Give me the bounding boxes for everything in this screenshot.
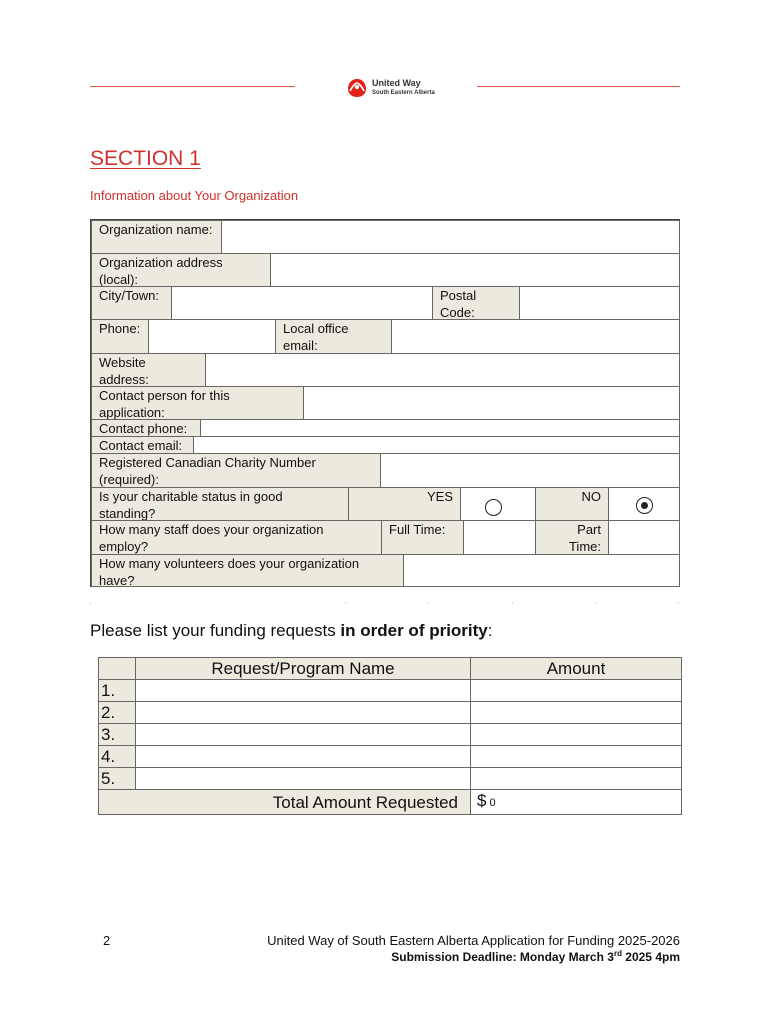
row-number: 4. xyxy=(99,746,136,768)
contact-phone-field[interactable] xyxy=(200,419,680,437)
table-row xyxy=(99,724,682,746)
row-number: 1. xyxy=(99,680,136,702)
website-label: Website address: xyxy=(91,353,206,387)
postal-code-field[interactable] xyxy=(519,286,680,320)
row-number: 5. xyxy=(99,768,136,790)
no-radio[interactable] xyxy=(636,497,653,514)
charity-number-field[interactable] xyxy=(380,453,680,488)
volunteers-field[interactable] xyxy=(403,554,680,587)
organization-form xyxy=(90,219,680,587)
table-row xyxy=(99,746,682,768)
part-time-label: Part Time: xyxy=(535,520,609,555)
volunteers-label: How many volunteers does your organization have? xyxy=(91,554,404,587)
amount-field[interactable] xyxy=(471,680,682,702)
request-name-field[interactable] xyxy=(136,768,471,790)
amount-field[interactable] xyxy=(471,746,682,768)
website-field[interactable] xyxy=(205,353,680,387)
city-label: City/Town: xyxy=(91,286,172,320)
phone-label: Phone: xyxy=(91,319,149,354)
funding-heading-colon: : xyxy=(487,621,493,640)
amount-field[interactable] xyxy=(471,724,682,746)
submission-deadline xyxy=(391,949,680,964)
table-row xyxy=(99,768,682,790)
total-amount-value: 0 xyxy=(489,797,496,809)
divider-tick: ' xyxy=(345,603,347,609)
amount-field[interactable] xyxy=(471,702,682,724)
deadline-time: 2025 4pm xyxy=(621,950,680,964)
row-number: 3. xyxy=(99,724,136,746)
header-number-cell xyxy=(99,658,136,680)
full-time-field[interactable] xyxy=(463,520,536,555)
deadline-ordinal: rd xyxy=(613,949,622,958)
section-title: SECTION 1 xyxy=(90,147,201,170)
org-address-label: Organization address (local): xyxy=(91,253,271,287)
row-number: 2. xyxy=(99,702,136,724)
contact-phone-label: Contact phone: xyxy=(91,419,201,437)
header-rule-right xyxy=(477,86,680,87)
contact-email-field[interactable] xyxy=(193,436,680,454)
divider-tick: ' xyxy=(512,603,514,609)
divider-tick: ' xyxy=(90,603,92,609)
section-subtitle: Information about Your Organization xyxy=(90,188,299,203)
org-name-field[interactable] xyxy=(221,220,680,254)
logo-text-primary: United Way xyxy=(372,78,421,88)
divider-tick: ' xyxy=(678,603,680,609)
united-way-logo-icon xyxy=(346,76,368,100)
total-row xyxy=(99,790,682,815)
funding-heading-emphasis: in order of priority xyxy=(340,621,488,640)
amount-field[interactable] xyxy=(471,768,682,790)
good-standing-no-cell xyxy=(608,487,680,521)
good-standing-yes-cell xyxy=(460,487,536,521)
divider-tick: ' xyxy=(596,603,598,609)
full-time-label: Full Time: xyxy=(381,520,464,555)
divider-tick: ' xyxy=(428,603,430,609)
good-standing-yes-label: YES xyxy=(348,487,461,521)
request-name-field[interactable] xyxy=(136,702,471,724)
postal-code-label: Postal Code: xyxy=(432,286,520,320)
table-row xyxy=(99,680,682,702)
local-office-email-field[interactable] xyxy=(391,319,680,354)
deadline-text: Submission Deadline: Monday March 3 xyxy=(391,950,614,964)
city-field[interactable] xyxy=(171,286,433,320)
good-standing-no-label: NO xyxy=(535,487,609,521)
yes-radio[interactable] xyxy=(485,499,502,516)
org-address-field[interactable] xyxy=(270,253,680,287)
local-office-email-label: Local office email: xyxy=(275,319,392,354)
table-row xyxy=(99,702,682,724)
table-header-row xyxy=(99,658,682,680)
contact-person-field[interactable] xyxy=(303,386,680,420)
currency-symbol: $ xyxy=(477,791,487,810)
org-name-label: Organization name: xyxy=(91,220,222,254)
footer-title: United Way of South Eastern Alberta Application for Funding 2025-2026 xyxy=(267,933,680,948)
request-name-field[interactable] xyxy=(136,680,471,702)
part-time-field[interactable] xyxy=(608,520,680,555)
funding-heading xyxy=(90,621,493,641)
request-name-field[interactable] xyxy=(136,724,471,746)
charity-number-label: Registered Canadian Charity Number (required): xyxy=(91,453,381,488)
contact-person-label: Contact person for this application: xyxy=(91,386,304,420)
total-amount-field[interactable] xyxy=(471,790,682,815)
no-radio-selected-dot xyxy=(641,502,648,509)
request-name-field[interactable] xyxy=(136,746,471,768)
phone-field[interactable] xyxy=(148,319,276,354)
funding-requests-table xyxy=(98,657,682,815)
united-way-logo xyxy=(346,76,456,102)
header-amount: Amount xyxy=(471,658,682,680)
funding-heading-text: Please list your funding requests xyxy=(90,621,341,640)
header-rule-left xyxy=(90,86,295,87)
header-request-name: Request/Program Name xyxy=(136,658,471,680)
good-standing-label: Is your charitable status in good standing? xyxy=(91,487,349,521)
page-number: 2 xyxy=(103,933,111,948)
staff-count-label: How many staff does your organization employ? xyxy=(91,520,382,555)
contact-email-label: Contact email: xyxy=(91,436,194,454)
total-amount-label: Total Amount Requested xyxy=(99,790,471,815)
logo-text-secondary: South Eastern Alberta xyxy=(372,90,435,96)
